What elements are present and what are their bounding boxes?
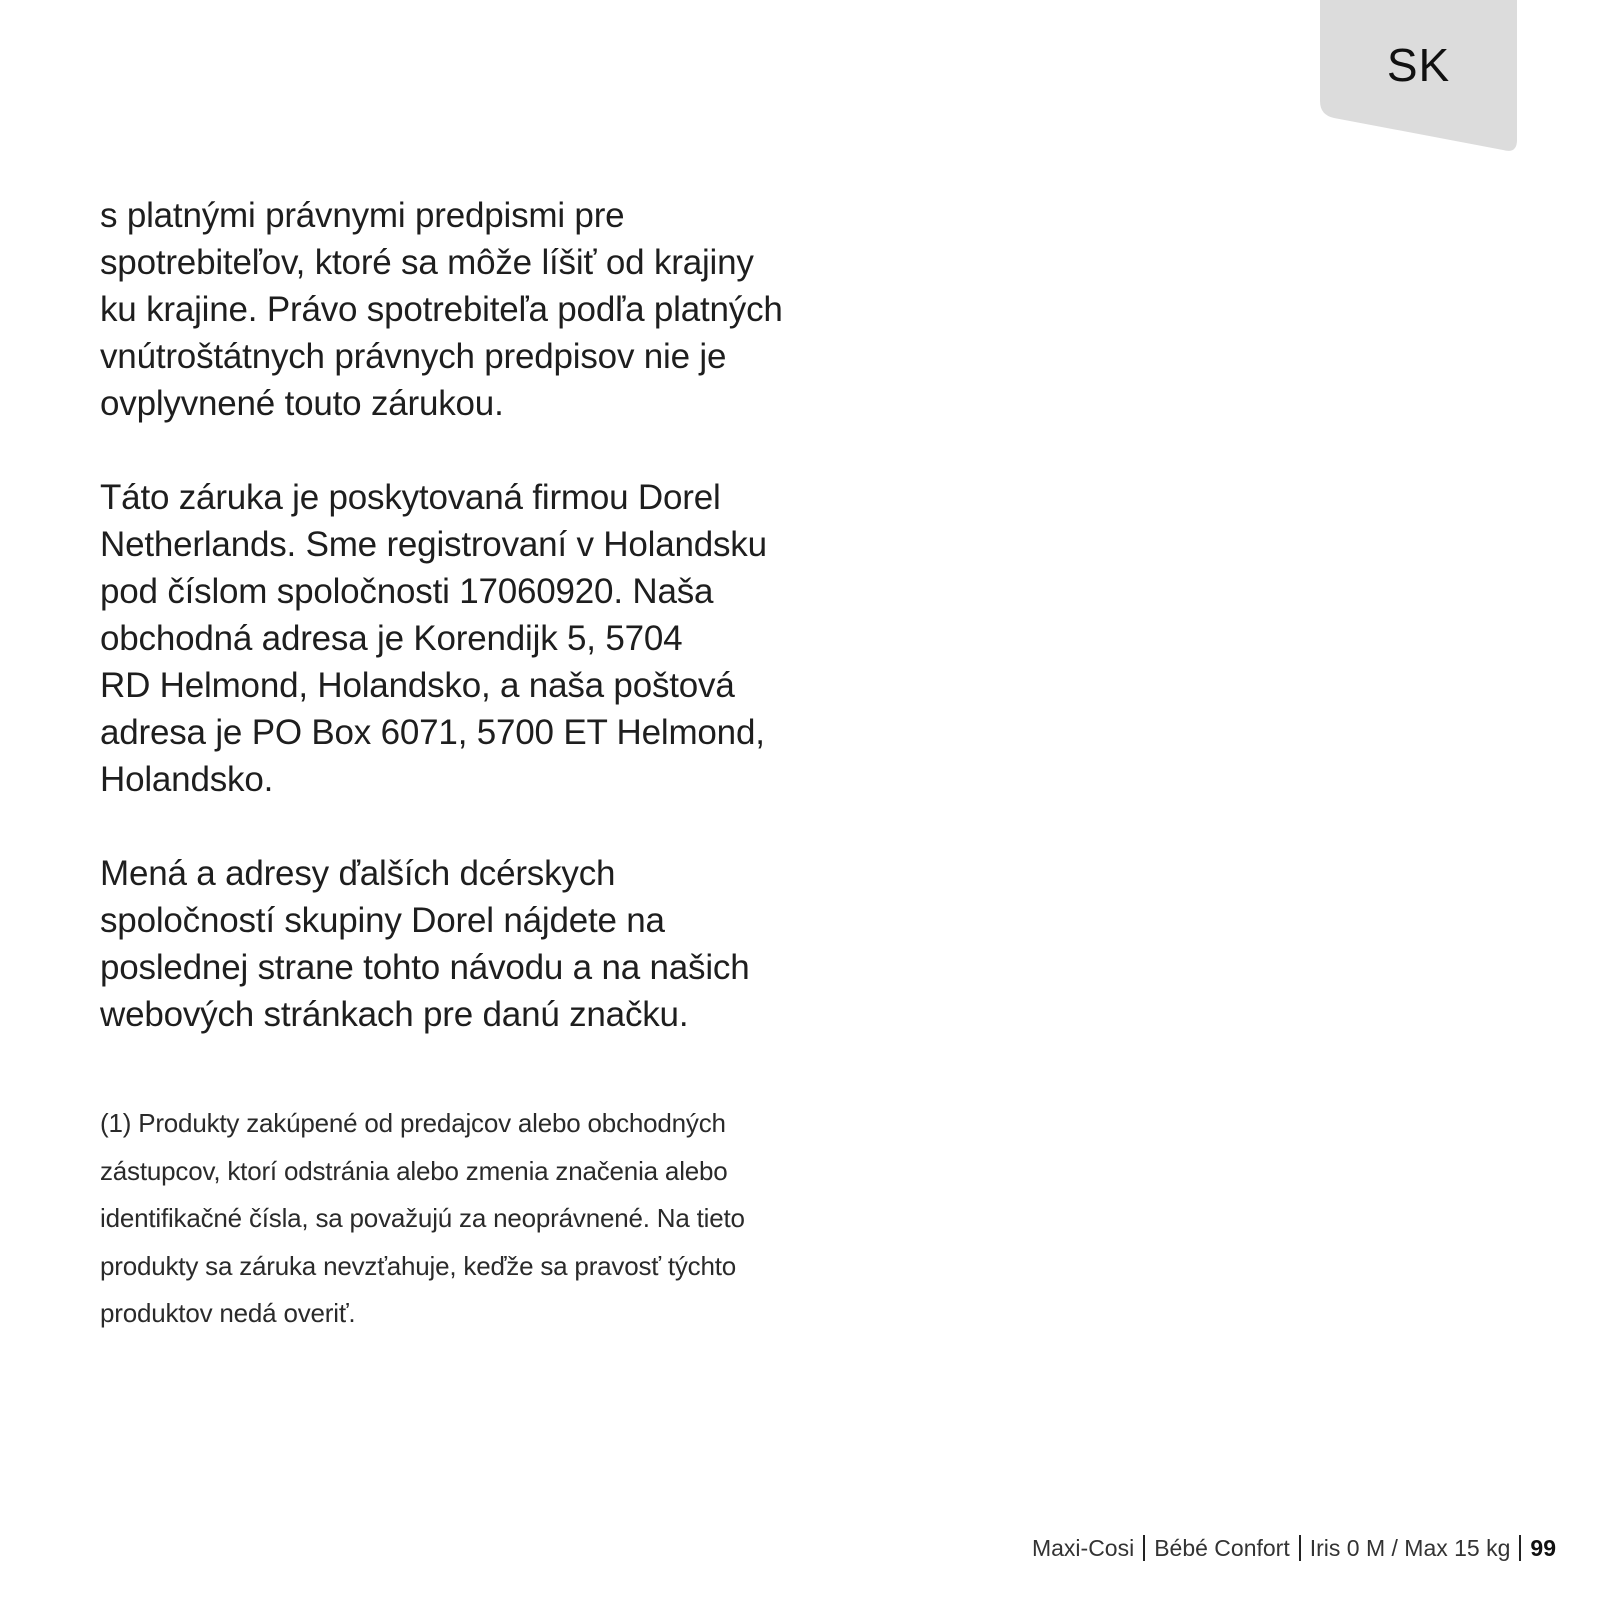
- footer-separator: [1143, 1535, 1145, 1561]
- text-line: Mená a adresy ďalších dcérskych: [100, 854, 616, 893]
- text-line: ovplyvnené touto zárukou.: [100, 384, 504, 423]
- text-line: spoločností skupiny Dorel nájdete na: [100, 901, 665, 940]
- text-line: webových stránkach pre danú značku.: [100, 995, 689, 1034]
- text-line: s platnými právnymi predpismi pre: [100, 196, 625, 235]
- footnote-line: zástupcov, ktorí odstránia alebo zmenia značenia alebo: [100, 1155, 728, 1186]
- paragraph-consumer-rights: [100, 192, 800, 427]
- page-number: 99: [1530, 1535, 1556, 1561]
- paragraph-warrantor: [100, 474, 800, 803]
- footer-brand-maxi-cosi: Maxi-Cosi: [1031, 1535, 1135, 1561]
- footer-product-name: Iris 0 M / Max 15 kg: [1309, 1535, 1511, 1561]
- text-line: ku krajine. Právo spotrebiteľa podľa platných: [100, 290, 783, 329]
- page-content: [100, 192, 800, 1338]
- text-line: poslednej strane tohto návodu a na našich: [100, 948, 750, 987]
- footnote: [100, 1100, 800, 1338]
- language-tab: [1320, 0, 1517, 152]
- paragraph-subsidiaries: [100, 850, 800, 1038]
- footer-separator: [1519, 1535, 1521, 1561]
- text-line: pod číslom spoločnosti 17060920. Naša: [100, 572, 714, 611]
- text-line: vnútroštátnych právnych predpisov nie je: [100, 337, 727, 376]
- footnote-line: produktov nedá overiť.: [100, 1298, 356, 1328]
- text-line: Netherlands. Sme registrovaní v Holandsku: [100, 525, 767, 564]
- footer-brand-bebe-confort: Bébé Confort: [1154, 1535, 1290, 1561]
- text-line: spotrebiteľov, ktoré sa môže líšiť od krajiny: [100, 243, 754, 282]
- text-line: Holandsko.: [100, 760, 274, 799]
- footnote-line: produkty sa záruka nevzťahuje, keďže sa pravosť týchto: [100, 1250, 737, 1281]
- footer-separator: [1299, 1535, 1301, 1561]
- text-line: RD Helmond, Holandsko, a naša poštová: [100, 666, 735, 705]
- language-code: SK: [1386, 39, 1451, 91]
- footnote-line: (1) Produkty zakúpené od predajcov alebo obchodných: [100, 1108, 726, 1138]
- text-line: obchodná adresa je Korendijk 5, 5704: [100, 619, 683, 658]
- text-line: adresa je PO Box 6071, 5700 ET Helmond,: [100, 713, 765, 752]
- footnote-line: identifikačné čísla, sa považujú za neoprávnené. Na tieto: [100, 1203, 745, 1233]
- text-line: Táto záruka je poskytovaná firmou Dorel: [100, 478, 721, 517]
- page-footer: [1032, 1532, 1556, 1564]
